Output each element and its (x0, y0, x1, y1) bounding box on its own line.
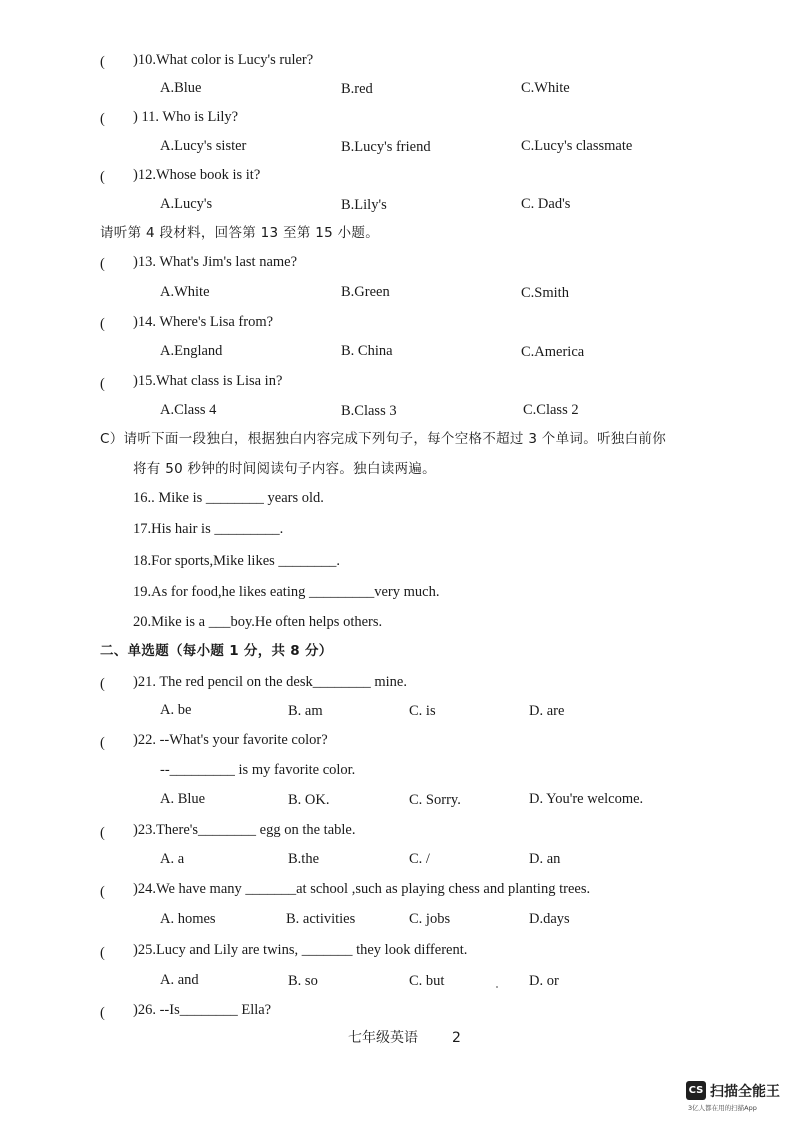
logo-tagline: 3亿人都在用的扫描App (688, 1104, 757, 1112)
answer-paren: ( (100, 111, 105, 127)
cs-badge-icon: CS (686, 1081, 706, 1100)
q21-option-c: C. is (409, 703, 436, 719)
question-23: )23.There's________ egg on the table. (133, 822, 356, 838)
q12-option-b: B.Lily's (341, 197, 387, 213)
q15-option-c: C.Class 2 (523, 402, 579, 418)
answer-paren: ( (100, 945, 105, 961)
fill-item-17: 17.His hair is _________. (133, 521, 284, 537)
q22-option-a: A. Blue (160, 791, 206, 807)
q22-option-c: C. Sorry. (409, 792, 461, 808)
answer-paren: ( (100, 376, 105, 392)
q23-option-a: A. a (160, 851, 185, 867)
q25-option-d: D. or (529, 973, 559, 989)
question-25: )25.Lucy and Lily are twins, _______ they look different. (133, 942, 468, 958)
q11-option-c: C.Lucy's classmate (521, 138, 633, 154)
q10-option-a: A.Blue (160, 80, 202, 96)
q25-option-a: A. and (160, 972, 199, 988)
fill-item-19: 19.As for food,he likes eating _________very much. (133, 584, 440, 600)
q12-option-a: A.Lucy's (160, 196, 213, 212)
answer-paren: ( (100, 676, 105, 692)
q14-option-c: C.America (521, 344, 585, 360)
q24-option-c: C. jobs (409, 911, 451, 927)
section2-title: 二、单选题（每小题 1 分，共 8 分） (100, 643, 333, 659)
part-c-instruction-line2: 将有 50 秒钟的时间阅读句子内容。独白读两遍。 (133, 461, 436, 477)
question-12: )12.Whose book is it? (133, 167, 261, 183)
q23-option-c: C. / (409, 851, 430, 867)
q22-option-d: D. You're welcome. (529, 791, 644, 807)
scanner-logo (686, 1080, 786, 1114)
fill-item-20: 20.Mike is a ___boy.He often helps others. (133, 614, 383, 630)
footer-subject: 七年级英语 (348, 1030, 418, 1046)
q14-option-a: A.England (160, 343, 223, 359)
q24-option-b: B. activities (286, 911, 356, 927)
q23-option-b: B.the (288, 851, 320, 867)
fill-item-18: 18.For sports,Mike likes ________. (133, 553, 341, 569)
answer-paren: ( (100, 316, 105, 332)
q14-option-b: B. China (341, 343, 393, 359)
question-22-response: --_________ is my favorite color. (160, 762, 356, 778)
answer-paren: ( (100, 825, 105, 841)
q10-option-c: C.White (521, 80, 570, 96)
q24-option-a: A. homes (160, 911, 216, 927)
question-13: )13. What's Jim's last name? (133, 254, 298, 270)
q12-option-c: C. Dad's (521, 196, 571, 212)
scan-speck (496, 986, 498, 988)
q22-option-b: B. OK. (288, 792, 330, 808)
answer-paren: ( (100, 169, 105, 185)
part-c-instruction-line1: C）请听下面一段独白，根据独白内容完成下列句子，每个空格不超过 3 个单词。听独白前你 (100, 431, 666, 447)
q21-option-a: A. be (160, 702, 192, 718)
q15-option-a: A.Class 4 (160, 402, 217, 418)
fill-item-16: 16.. Mike is ________ years old. (133, 490, 324, 506)
q25-option-c: C. but (409, 973, 445, 989)
q15-option-b: B.Class 3 (341, 403, 397, 419)
q11-option-b: B.Lucy's friend (341, 139, 431, 155)
page-footer (348, 1027, 461, 1047)
section4-instruction: 请听第 4 段材料，回答第 13 至第 15 小题。 (100, 225, 379, 241)
q25-option-b: B. so (288, 973, 318, 989)
question-15: )15.What class is Lisa in? (133, 373, 283, 389)
q11-option-a: A.Lucy's sister (160, 138, 247, 154)
question-11: ) 11. Who is Lily? (133, 109, 239, 125)
question-10: )10.What color is Lucy's ruler? (133, 52, 314, 68)
question-14: )14. Where's Lisa from? (133, 314, 274, 330)
answer-paren: ( (100, 1005, 105, 1021)
answer-paren: ( (100, 735, 105, 751)
q21-option-b: B. am (288, 703, 323, 719)
q13-option-b: B.Green (341, 284, 390, 300)
q24-option-d: D.days (529, 911, 570, 927)
answer-paren: ( (100, 884, 105, 900)
q23-option-d: D. an (529, 851, 561, 867)
page-number: 2 (452, 1030, 461, 1046)
question-26: )26. --Is________ Ella? (133, 1002, 272, 1018)
q10-option-b: B.red (341, 81, 373, 97)
answer-paren: ( (100, 256, 105, 272)
q13-option-a: A.White (160, 284, 210, 300)
question-24: )24.We have many _______at school ,such as playing chess and planting trees. (133, 881, 591, 897)
q21-option-d: D. are (529, 703, 565, 719)
logo-name: 扫描全能王 (710, 1084, 780, 1100)
question-21: )21. The red pencil on the desk________ mine. (133, 674, 407, 690)
question-22: )22. --What's your favorite color? (133, 732, 328, 748)
answer-paren: ( (100, 54, 105, 70)
q13-option-c: C.Smith (521, 285, 569, 301)
